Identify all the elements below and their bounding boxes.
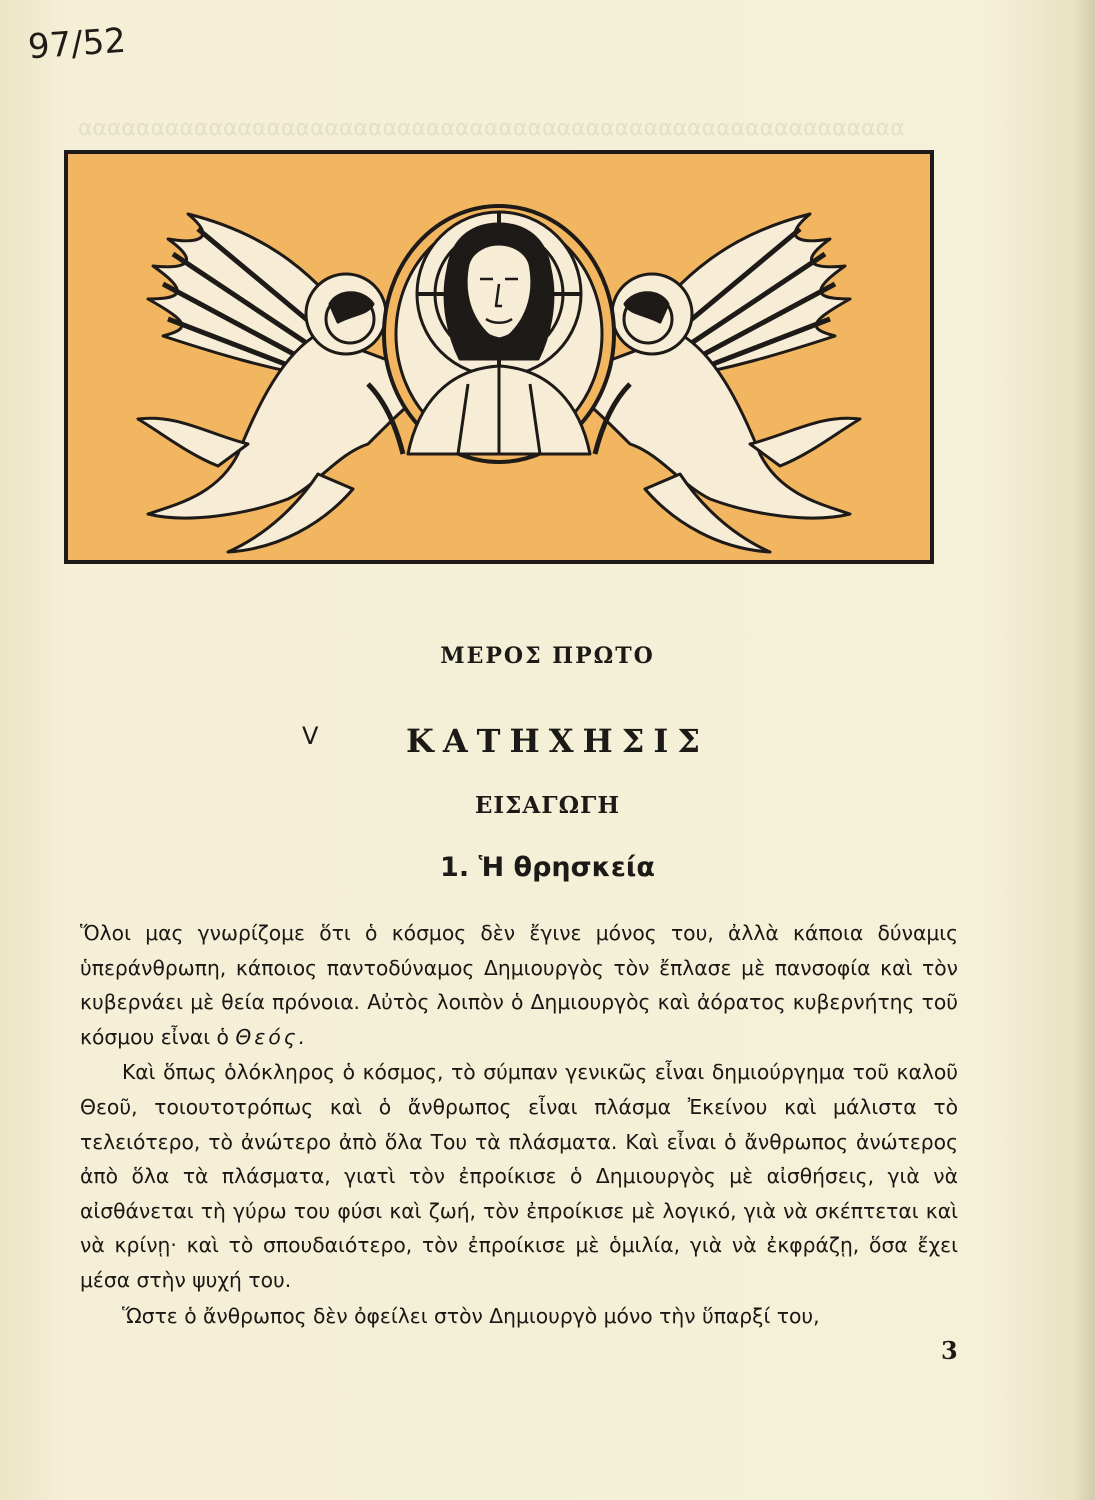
emphasized-word: Θεός. — [235, 1024, 309, 1049]
body-text — [80, 916, 958, 1333]
illustration-drawing — [68, 154, 930, 560]
part-title: ΜΕΡΟΣ ΠΡΩΤΟ — [440, 643, 655, 669]
page-number: 3 — [941, 1336, 958, 1365]
section-title: ΕΙΣΑΓΩΓΗ — [474, 792, 621, 819]
paragraph — [80, 1055, 958, 1297]
handwritten-page-mark: 97/52 — [26, 20, 128, 68]
chapter-title: 1. Ἡ θρησκεία — [440, 852, 655, 883]
check-mark: V — [302, 722, 319, 750]
paragraph — [80, 1299, 958, 1334]
paragraph — [80, 916, 958, 1054]
paragraph-text: Ὥστε ὁ ἄνθρωπος δὲν ὀφείλει στὸν Δημιουργὸ μόνο τὴν ὕπαρξί του, — [122, 1303, 820, 1328]
paragraph-text: Ὅλοι μας γνωρίζομε ὅτι ὁ κόσμος δὲν ἔγινε μόνος του, ἀλλὰ κάποια δύναμις ὑπεράνθρωπη, κάποιος παντοδύναμος Δημιουργὸς τὸν ἔπλασε μὲ πανσοφία καὶ τὸν κυβερνάει μὲ θεία πρόνοια. Αὐτὸς λοιπὸν ὁ Δημιουργὸς καὶ ἀόρατος κυβερνήτης τοῦ κόσμου εἶναι ὁ — [80, 921, 958, 1049]
main-title: ΚΑΤΗΧΗΣΙΣ — [406, 722, 709, 760]
paragraph-text: Καὶ ὅπως ὁλόκληρος ὁ κόσμος, τὸ σύμπαν γενικῶς εἶναι δημιούργημα τοῦ καλοῦ Θεοῦ, τοιουτοτρόπως καὶ ὁ ἄνθρωπος εἶναι πλάσμα Ἐκείνου καὶ μάλιστα τὸ τελειότερο, τὸ ἀνώτερο ἀπὸ ὅλα Του τὰ πλάσματα. Καὶ εἶναι ὁ ἄνθρωπος ἀνώτερος ἀπὸ ὅλα τὰ πλάσματα, γιατὶ τὸν ἐπροίκισε ὁ Δημιουργὸς μὲ αἰσθήσεις, γιὰ νὰ αἰσθάνεται τὴ γύρω του φύσι καὶ ζωή, τὸν ἐπροίκισε μὲ λογικό, γιὰ νὰ σκέπτεται καὶ νὰ κρίνῃ· καὶ τὸ σπουδαιότερο, τὸν ἐπροίκισε μὲ ὁμιλία, γιὰ νὰ ἐκφράζῃ, ὅσα ἔχει μέσα στὴν ψυχή του. — [80, 1060, 958, 1292]
show-through-line: ααααααααααααααααααααααααααααααααααααααααααααααααααααααααα — [78, 116, 905, 141]
christ-angels-illustration — [64, 150, 934, 564]
